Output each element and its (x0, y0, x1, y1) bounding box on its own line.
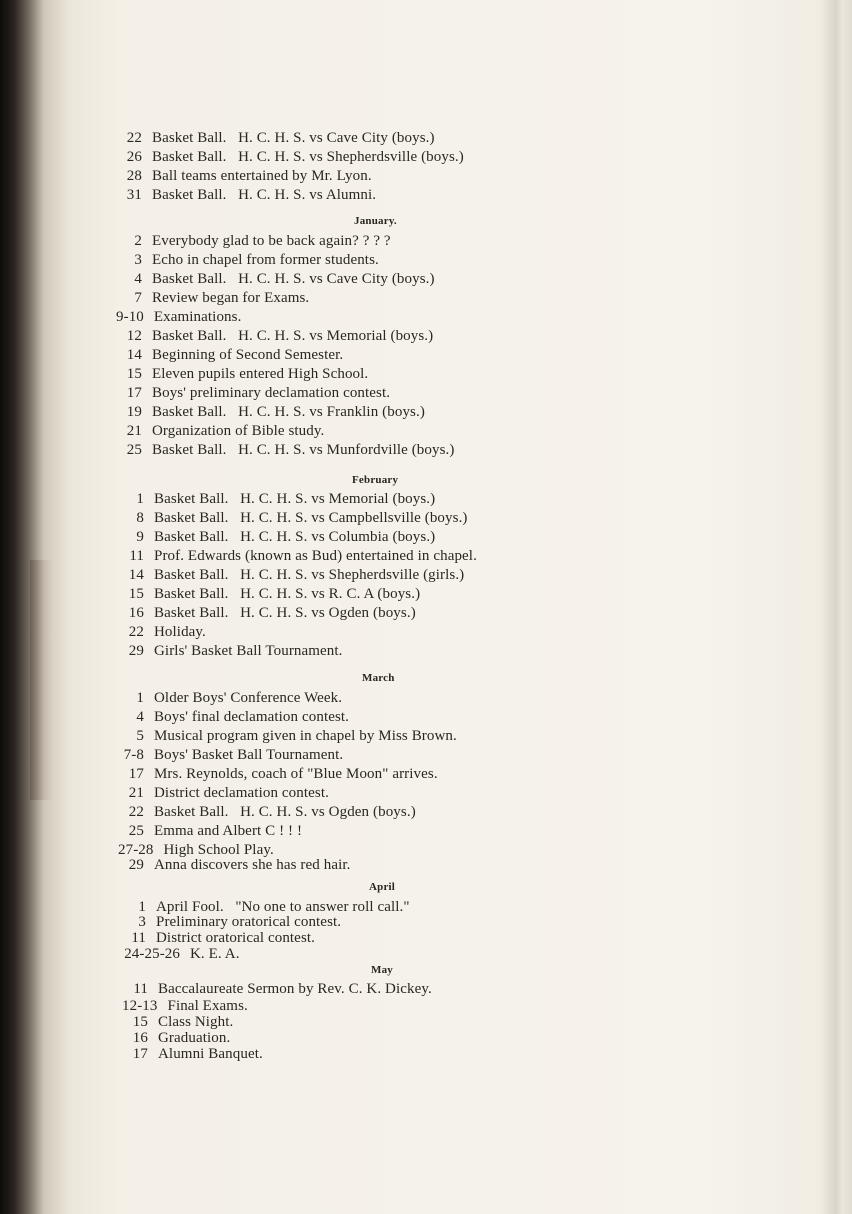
entry-text: Basket Ball. H. C. H. S. vs Cave City (boys.) (152, 130, 435, 146)
entry-text: Holiday. (154, 624, 206, 640)
entry-date: 1 (138, 899, 146, 915)
entry-text: Boys' final declamation contest. (154, 709, 350, 725)
calendar-entry (126, 624, 206, 641)
calendar-entry (124, 366, 368, 383)
entry-date: 16 (132, 1030, 148, 1046)
entry-text: Anna discovers she has red hair. (154, 857, 351, 873)
calendar-entry (124, 233, 391, 250)
entry-date: 24-25-26 (124, 946, 180, 962)
entry-text: Review began for Exams. (152, 290, 310, 306)
entry-date: 19 (126, 404, 142, 420)
entry-date: 4 (134, 271, 142, 287)
calendar-entry (126, 491, 435, 508)
calendar-entry (124, 442, 455, 459)
entry-date: 17 (128, 766, 144, 782)
calendar-entry (130, 1046, 263, 1063)
entry-date: 21 (126, 423, 142, 439)
calendar-entry (126, 548, 477, 565)
entry-date: 9 (136, 529, 144, 545)
entry-text: Girls' Basket Ball Tournament. (154, 643, 343, 659)
entry-text: High School Play. (163, 842, 274, 858)
entry-text: Basket Ball. H. C. H. S. vs Alumni. (152, 187, 377, 203)
calendar-entry (118, 747, 343, 764)
calendar-entry (126, 586, 420, 603)
entry-text: Basket Ball. H. C. H. S. vs Memorial (boys.) (154, 491, 436, 507)
entry-date: 12 (126, 328, 142, 344)
calendar-entry (130, 1030, 230, 1047)
calendar-entry (126, 567, 464, 584)
entry-text: K. E. A. (190, 946, 240, 962)
entry-text: District oratorical contest. (156, 930, 315, 946)
month-heading-april: April (369, 881, 396, 893)
entry-date: 25 (126, 442, 142, 458)
calendar-entry (130, 1014, 233, 1031)
entry-text: Boys' preliminary declamation contest. (152, 385, 391, 401)
entry-text: April Fool. "No one to answer roll call." (156, 899, 410, 915)
entry-text: Class Night. (158, 1014, 234, 1030)
entry-date: 27-28 (118, 842, 154, 858)
entry-text: Older Boys' Conference Week. (154, 690, 343, 706)
calendar-entry (126, 709, 349, 726)
entry-date: 9-10 (116, 309, 144, 325)
entry-text: Boys' Basket Ball Tournament. (154, 747, 344, 763)
calendar-entry (128, 914, 341, 931)
entry-text: Basket Ball. H. C. H. S. vs Cave City (boys.) (152, 271, 435, 287)
entry-date: 8 (136, 510, 144, 526)
entry-date: 22 (128, 624, 144, 640)
calendar-entry (124, 347, 343, 364)
calendar-entry (126, 529, 435, 546)
entry-text: Echo in chapel from former students. (152, 252, 379, 268)
entry-date: 4 (136, 709, 144, 725)
entry-date: 5 (136, 728, 144, 744)
entry-date: 12-13 (122, 998, 158, 1014)
calendar-entry (124, 404, 425, 421)
calendar-entry (128, 930, 315, 947)
calendar-entry (126, 605, 416, 622)
entry-text: Examinations. (153, 309, 242, 325)
entry-date: 14 (126, 347, 142, 363)
entry-date: 25 (128, 823, 144, 839)
entry-date: 11 (133, 981, 148, 997)
entry-date: 22 (128, 804, 144, 820)
calendar-entry (130, 981, 432, 998)
calendar-entry (116, 309, 241, 326)
entry-text: Ball teams entertained by Mr. Lyon. (152, 168, 372, 184)
entry-text: District declamation contest. (154, 785, 329, 801)
calendar-entry (124, 252, 379, 269)
calendar-entry (122, 998, 248, 1015)
entry-text: Basket Ball. H. C. H. S. vs Memorial (boys.) (152, 328, 434, 344)
entry-date: 31 (126, 187, 142, 203)
entry-date: 29 (128, 643, 144, 659)
entry-date: 1 (136, 690, 144, 706)
entry-date: 26 (126, 149, 142, 165)
month-heading-february: February (352, 474, 399, 486)
calendar-entry (124, 149, 464, 166)
calendar-entry (116, 946, 240, 963)
calendar-entry (124, 271, 435, 288)
entry-text: Basket Ball. H. C. H. S. vs Ogden (boys.) (154, 804, 416, 820)
entry-date: 2 (134, 233, 142, 249)
calendar-entry (126, 857, 350, 874)
entry-date: 15 (126, 366, 142, 382)
entry-date: 28 (126, 168, 142, 184)
entry-date: 17 (132, 1046, 148, 1062)
entry-date: 17 (126, 385, 142, 401)
month-heading-may: May (371, 964, 393, 976)
entry-text: Eleven pupils entered High School. (152, 366, 369, 382)
entry-text: Musical program given in chapel by Miss Brown. (154, 728, 457, 744)
entry-date: 15 (128, 586, 144, 602)
calendar-entry (124, 290, 309, 307)
entry-text: Beginning of Second Semester. (152, 347, 344, 363)
calendar-entry (126, 766, 438, 783)
calendar-entry (124, 187, 376, 204)
entry-date: 21 (128, 785, 144, 801)
calendar-entry (124, 130, 435, 147)
calendar-entry (126, 823, 302, 840)
entry-text: Baccalaureate Sermon by Rev. C. K. Dickey. (158, 981, 432, 997)
entry-text: Mrs. Reynolds, coach of "Blue Moon" arrives. (154, 766, 438, 782)
entry-date: 22 (126, 130, 142, 146)
entry-text: Organization of Bible study. (152, 423, 325, 439)
month-heading-january: January. (354, 215, 397, 227)
entry-date: 3 (134, 252, 142, 268)
calendar-entry (126, 728, 457, 745)
entry-text: Basket Ball. H. C. H. S. vs Shepherdsville (boys.) (152, 149, 464, 165)
entry-text: Basket Ball. H. C. H. S. vs Shepherdsville (girls.) (154, 567, 465, 583)
entry-date: 11 (131, 930, 146, 946)
month-heading-march: March (362, 672, 395, 684)
entry-date: 1 (136, 491, 144, 507)
entry-text: Emma and Albert C ! ! ! (154, 823, 303, 839)
entry-date: 15 (132, 1014, 148, 1030)
calendar-entry (124, 423, 324, 440)
entry-text: Graduation. (158, 1030, 231, 1046)
entry-text: Alumni Banquet. (158, 1046, 263, 1062)
entry-text: Basket Ball. H. C. H. S. vs Campbellsville (boys.) (154, 510, 468, 526)
entry-text: Basket Ball. H. C. H. S. vs Franklin (boys.) (152, 404, 425, 420)
calendar-entry (126, 785, 329, 802)
calendar-entry (126, 643, 343, 660)
entry-text: Final Exams. (167, 998, 248, 1014)
calendar-entry (126, 510, 468, 527)
entry-date: 11 (129, 548, 144, 564)
calendar-entry (126, 804, 416, 821)
entry-date: 29 (128, 857, 144, 873)
entry-text: Prof. Edwards (known as Bud) entertained in chapel. (154, 548, 477, 564)
calendar-entry (126, 690, 342, 707)
entry-date: 14 (128, 567, 144, 583)
entry-date: 7-8 (123, 747, 144, 763)
entry-date: 3 (138, 914, 146, 930)
entry-text: Basket Ball. H. C. H. S. vs Munfordville (boys.) (152, 442, 455, 458)
entry-text: Basket Ball. H. C. H. S. vs Ogden (boys.) (154, 605, 416, 621)
calendar-entry (124, 385, 390, 402)
calendar-entry (124, 168, 372, 185)
entry-text: Basket Ball. H. C. H. S. vs Columbia (boys.) (154, 529, 436, 545)
entry-text: Everybody glad to be back again? ? ? ? (152, 233, 391, 249)
entry-date: 7 (134, 290, 142, 306)
calendar-entry (124, 328, 433, 345)
entry-text: Preliminary oratorical contest. (156, 914, 342, 930)
entry-text: Basket Ball. H. C. H. S. vs R. C. A (boys.) (154, 586, 421, 602)
entry-date: 16 (128, 605, 144, 621)
